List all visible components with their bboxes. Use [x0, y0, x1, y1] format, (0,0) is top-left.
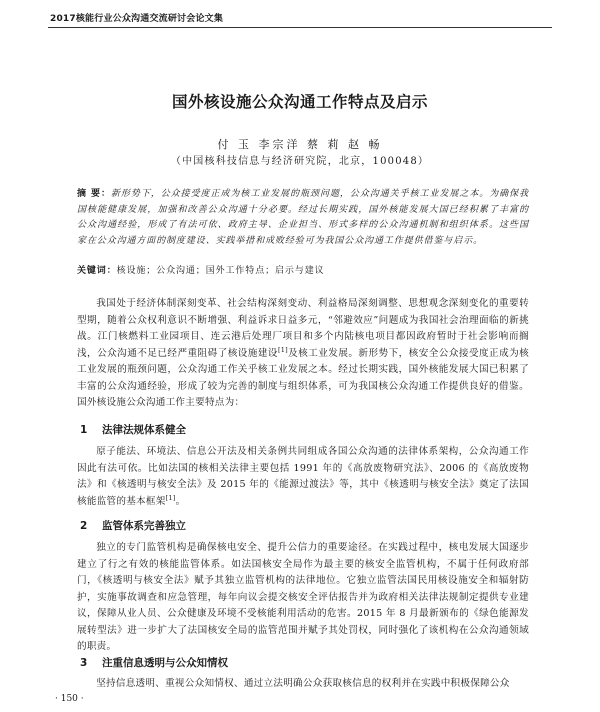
section-1-heading: [80, 422, 186, 437]
abstract-label: 摘 要：: [77, 189, 111, 199]
section-1-text: 原子能法、环境法、信息公开法及相关条例共同组成各国公众沟通的法律体系架构，公众沟通工作因此有法可依。比如法国的核相关法律主要包括 1991 年的《高放废物研究法》、2006 的《高放废物法》和《核透明与核安全法》及 2015 年的《能源过渡法》等，其中《核透明与核安全法》奠定了法国核能监管的基本框架: [77, 446, 529, 507]
keywords-text: 核设施；公众沟通；国外工作特点；启示与建议: [116, 266, 325, 276]
section-number: 3: [80, 657, 88, 669]
section-number: 1: [80, 424, 88, 436]
section-2-text: 独立的专门监管机构是确保核电安全、提升公信力的重要途径。在实践过程中，核电发展大国逐步建立了行之有效的核能监管体系。如法国核安全局作为最主要的核安全监管机构，不属于任何政府部门，《核透明与核安全法》赋予其独立监管机构的法律地位。它独立监管法国民用核设施安全和辐射防护，实施事故调查和应急管理，每年向议会提交核安全评估报告并为政府相关法律法规制定提供专业建议，保障从业人员、公众健康及环境不受核能利用活动的危害。2015 年 8 月最新颁布的《绿色能源发展转型法》进一步扩大了法国核安全局的监管范围并赋予其处罚权，同时强化了该机构在公众沟通领域的职责。: [77, 542, 529, 652]
citation-ref: [1]: [165, 493, 176, 502]
abstract: [77, 187, 529, 249]
section-2-heading: [80, 518, 186, 533]
section-3-heading: [80, 655, 228, 670]
paper-title: 国外核设施公众沟通工作特点及启示: [171, 93, 428, 111]
running-head: 2017核能行业公众沟通交流研讨会论文集: [50, 14, 224, 24]
affiliation: （中国核科技信息与经济研究院，北京，100048）: [170, 156, 430, 167]
keywords-label: 关键词：: [77, 266, 117, 276]
page-number: · 150 ·: [55, 694, 84, 704]
section-2-body: [77, 540, 529, 656]
section-title: 监管体系完善独立: [102, 520, 186, 532]
abstract-text: 新形势下，公众接受度正成为核工业发展的瓶颈问题，公众沟通关乎核工业发展之本。为确保我国核能健康发展，加强和改善公众沟通十分必要。经过长期实践，国外核能发展大国已经积累了丰富的公众沟通经验，形成了有法可依、政府主导、企业担当、形式多样的公众沟通机制和组织体系。这些国家在公众沟通方面的制度建设、实践举措和成败经验可为我国公众沟通工作提供借鉴与启示。: [77, 189, 529, 246]
intro-text-b: 及核工业发展。新形势下，核安全公众接受度正成为核工业发展的瓶颈问题，公众沟通工作关乎核工业发展之本。经过长期实践，国外核能发展大国已积累了丰富的公众沟通经验，形成了较为完善的制度与组织体系，可为我国核公众沟通工作提供良好的借鉴。国外核设施公众沟通工作主要特点为：: [77, 347, 530, 408]
section-1-text-end: 。: [175, 495, 186, 507]
section-number: 2: [80, 520, 88, 532]
keywords: [77, 263, 529, 276]
section-3-body: [77, 676, 529, 692]
section-title: 注重信息透明与公众知情权: [102, 657, 228, 669]
header-rule: [48, 27, 552, 28]
authors: 付 玉 李宗洋 蔡 莉 赵 畅: [217, 138, 383, 151]
intro-text-a: 我国处于经济体制深刻变革、社会结构深刻变动、利益格局深刻调整、思想观念深刻变化的重要转型期，随着公众权利意识不断增强、利益诉求日益多元，“邻避效应”问题成为我国社会治理面临的新挑战。江门核燃料工业园项目、连云港后处理厂项目和多个内陆核电项目都因政府暂时于社会影响而搁浅，公众沟通不足已经严重阻碍了核设施建设: [77, 298, 529, 359]
citation-ref: [1]: [277, 345, 288, 354]
section-3-text: 坚持信息透明、重视公众知情权、通过立法明确公众获取核信息的权利并在实践中积极保障公众: [96, 678, 510, 689]
section-1-body: [77, 444, 529, 510]
intro-paragraph: [77, 296, 529, 412]
section-title: 法律法规体系健全: [102, 424, 186, 436]
